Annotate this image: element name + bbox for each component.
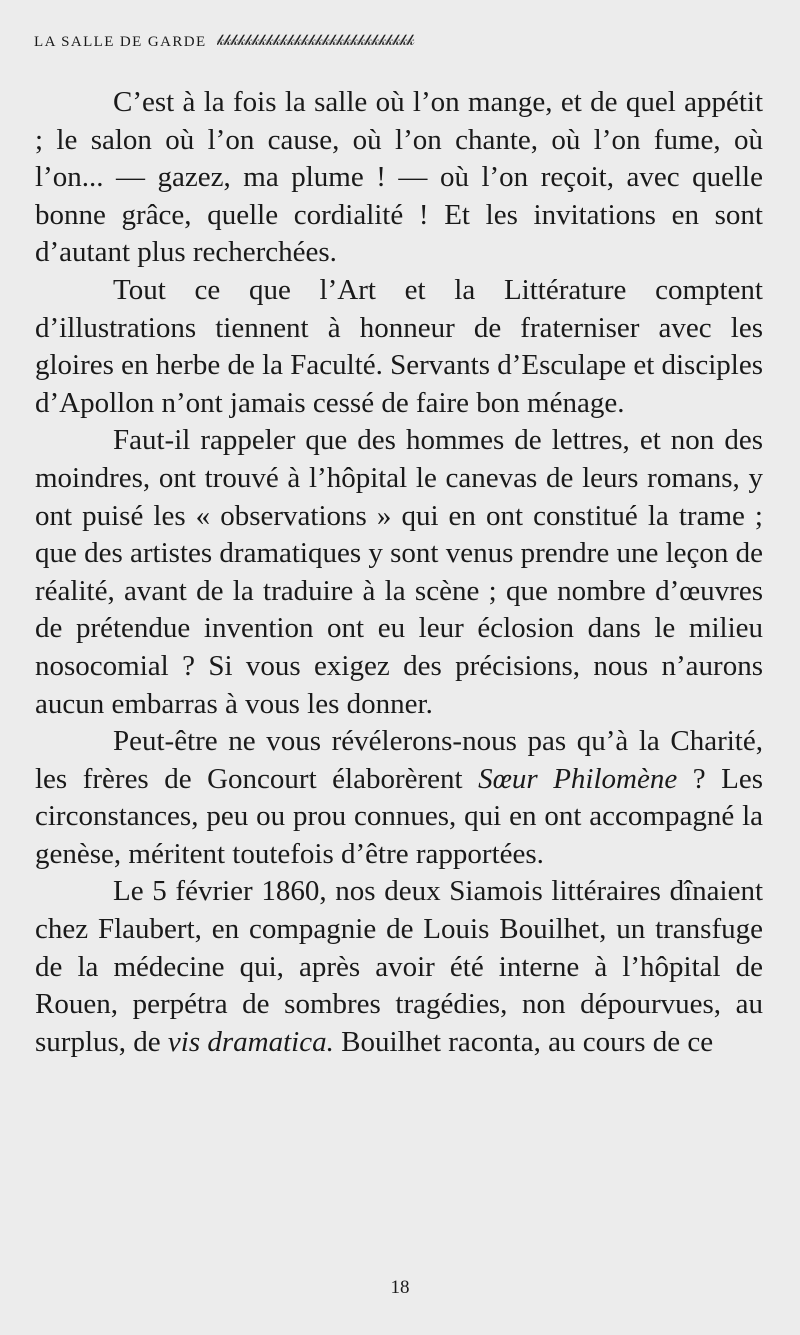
- paragraph-5: [35, 873, 763, 1061]
- running-title: LA SALLE DE GARDE: [34, 33, 207, 50]
- decorative-ornament-band: 𝓀𝓀𝓀𝓀𝓀𝓀𝓀𝓀𝓀𝓀𝓀𝓀𝓀𝓀𝓀𝓀𝓀𝓀𝓀𝓀𝓀𝓀𝓀𝓀𝓀𝓀𝓀𝓀: [216, 33, 414, 49]
- paragraph-3: Faut-il rappeler que des hommes de lettres, et non des moindres, ont trouvé à l’hôpital le canevas de leurs romans, y ont puisé les « observations » qui en ont constitué la trame ; que des artistes dramatiques y sont venus prendre une leçon de réalité, avant de la traduire à la scène ; que nombre d’œuvres de prétendue invention ont eu leur éclosion dans le milieu nosocomial ? Si vous exigez des précisions, nous n’aurons aucun embarras à vous les donner.: [35, 424, 764, 720]
- latin-phrase: vis dramatica.: [167, 1025, 334, 1058]
- paragraph-2: Tout ce que l’Art et la Littérature comptent d’illustrations tiennent à honneur de fraterniser avec les gloires en herbe de la Faculté. Servants d’Esculape et disciples d’Apollon n’ont jamais cessé de faire bon ménage.: [35, 273, 763, 419]
- running-head: [34, 30, 764, 54]
- paragraph-5-text-b: Bouilhet raconta, au cours de ce: [333, 1025, 714, 1058]
- paragraph-4-text-b: ? Les circonstances, peu ou prou connues, qui en ont accompagné la genèse, méritent toutefois d’être rapportées.: [35, 762, 763, 870]
- paragraph-5-text-a: Le 5 février 1860, nos deux Siamois littéraires dînaient chez Flaubert, en compagnie de Louis Bouilhet, un transfuge de la médecine qui, après avoir été interne à l’hôpital de Rouen, perpétra de sombres tragédies, non dépourvues, au surplus, de: [35, 875, 763, 1058]
- paragraph-4-text-a: Peut-être ne vous révélerons-nous pas qu’à la Charité, les frères de Goncourt élaborèrent: [35, 725, 763, 795]
- page-number: 18: [390, 1277, 410, 1298]
- book-title-soeur-philomene: Sœur Philomène: [478, 762, 678, 795]
- paragraph-4: [35, 723, 763, 873]
- paragraph-1: C’est à la fois la salle où l’on mange, et de quel appétit ; le salon où l’on cause, où l’on chante, où l’on fume, où l’on... — gazez, ma plume ! — où l’on reçoit, avec quelle bonne grâce, quelle cordialité ! Et les invitations en sont d’autant plus recherchées.: [35, 86, 763, 269]
- body-text: [35, 84, 763, 1061]
